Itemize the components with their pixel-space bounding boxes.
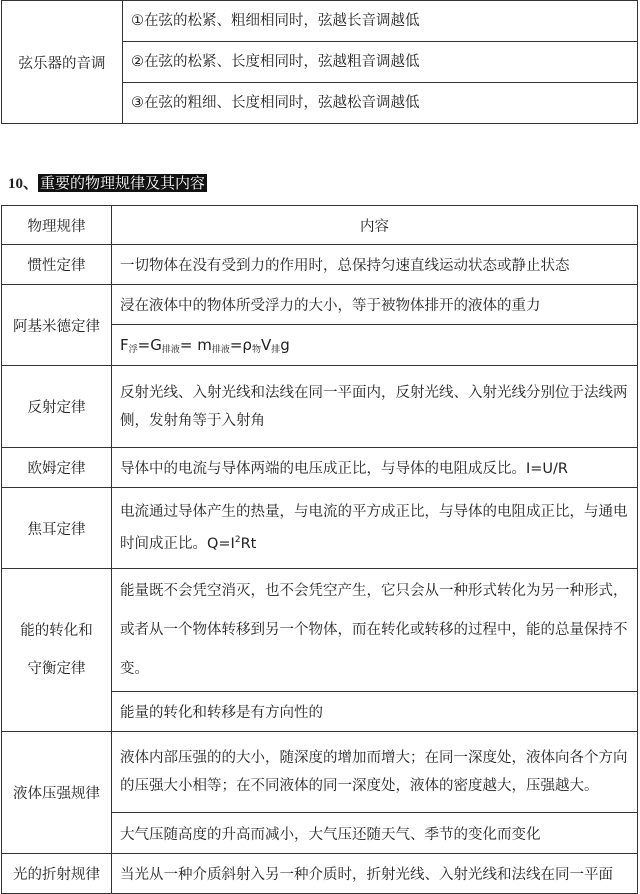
formula-subscript: 物 (251, 344, 261, 355)
law-name-joule: 焦耳定律 (2, 488, 112, 569)
law-name-reflection: 反射定律 (2, 366, 112, 448)
table-cell: ③在弦的粗细、长度相同时，弦越松音调越低 (123, 83, 638, 124)
law-content-atmosphere: 大气压随高度的升高而减小，大气压还随天气、季节的变化而变化 (112, 813, 638, 854)
joule-text-end: Rt (240, 535, 257, 552)
formula-part: = m (179, 335, 212, 354)
law-name-ohm: 欧姆定律 (2, 448, 112, 488)
law-name-archimedes: 阿基米德定律 (2, 285, 112, 366)
column-header-content: 内容 (112, 206, 638, 245)
law-content-ohm: 导体中的电流与导体两端的电压成正比，与导体的电阻成反比。I=U/R (112, 448, 638, 488)
law-formula-archimedes (112, 325, 638, 366)
table-cell: ②在弦的松紧、长度相同时，弦越粗音调越低 (123, 42, 638, 83)
law-content-reflection: 反射光线、入射光线和法线在同一平面内，反射光线、入射光线分别位于法线两侧，发射角等于入射角 (112, 366, 638, 448)
law-content-joule (112, 488, 638, 569)
formula-subscript: 排 (271, 344, 281, 355)
law-content-archimedes: 浸在液体中的物体所受浮力的大小，等于被物体排开的液体的重力 (112, 285, 638, 325)
joule-text: 电流通过导体产生的热量，与电流的平方成正比，与导体的电阻成正比，与通电时间成正比。Q=I (120, 504, 628, 552)
law-name-pressure: 液体压强规律 (2, 732, 112, 854)
law-content-pressure: 液体内部压强的的大小，随深度的增加而增大；在同一深度处，液体向各个方向的压强大小相等；在不同液体的同一深度处，液体的密度越大，压强越大。 (112, 732, 638, 813)
section-heading (8, 172, 207, 193)
law-name-energy-line1: 能的转化和 (20, 623, 93, 639)
law-content-energy: 能量既不会凭空消灭，也不会凭空产生，它只会从一种形式转化为另一种形式，或者从一个物体转移到另一个物体，而在转化或转移的过程中，能的总量保持不变。 (112, 569, 638, 692)
table-cell: ①在弦的松紧、粗细相同时，弦越长音调越低 (123, 1, 638, 42)
formula-part: g (280, 335, 290, 354)
row-header-string-pitch: 弦乐器的音调 (2, 1, 123, 124)
law-name-inertia: 惯性定律 (2, 245, 112, 285)
column-header-law: 物理规律 (2, 206, 112, 245)
law-name-energy-line2: 守衡定律 (27, 661, 86, 677)
law-name-energy (2, 569, 112, 732)
formula-part: =ρ (229, 335, 252, 354)
formula-subscript: 排液 (211, 344, 230, 355)
formula-part: =G (137, 335, 162, 354)
section-number: 10、 (8, 176, 39, 192)
law-content-refraction: 当光从一种介质斜射入另一种介质时，折射光线、入射光线和法线在同一平面 (112, 854, 638, 894)
formula-part: F (120, 335, 129, 354)
formula-part: V (260, 335, 272, 354)
section-title: 重要的物理规律及其内容 (40, 174, 206, 192)
joule-exponent: 2 (234, 535, 241, 546)
law-content-energy-direction: 能量的转化和转移是有方向性的 (112, 692, 638, 732)
law-name-refraction: 光的折射规律 (2, 854, 112, 894)
law-content-inertia: 一切物体在没有受到力的作用时，总保持匀速直线运动状态或静止状态 (112, 245, 638, 285)
formula-subscript: 排液 (161, 344, 180, 355)
table-physics-laws (1, 205, 638, 894)
table-string-instrument-pitch (1, 0, 638, 124)
formula-subscript: 浮 (128, 344, 138, 355)
